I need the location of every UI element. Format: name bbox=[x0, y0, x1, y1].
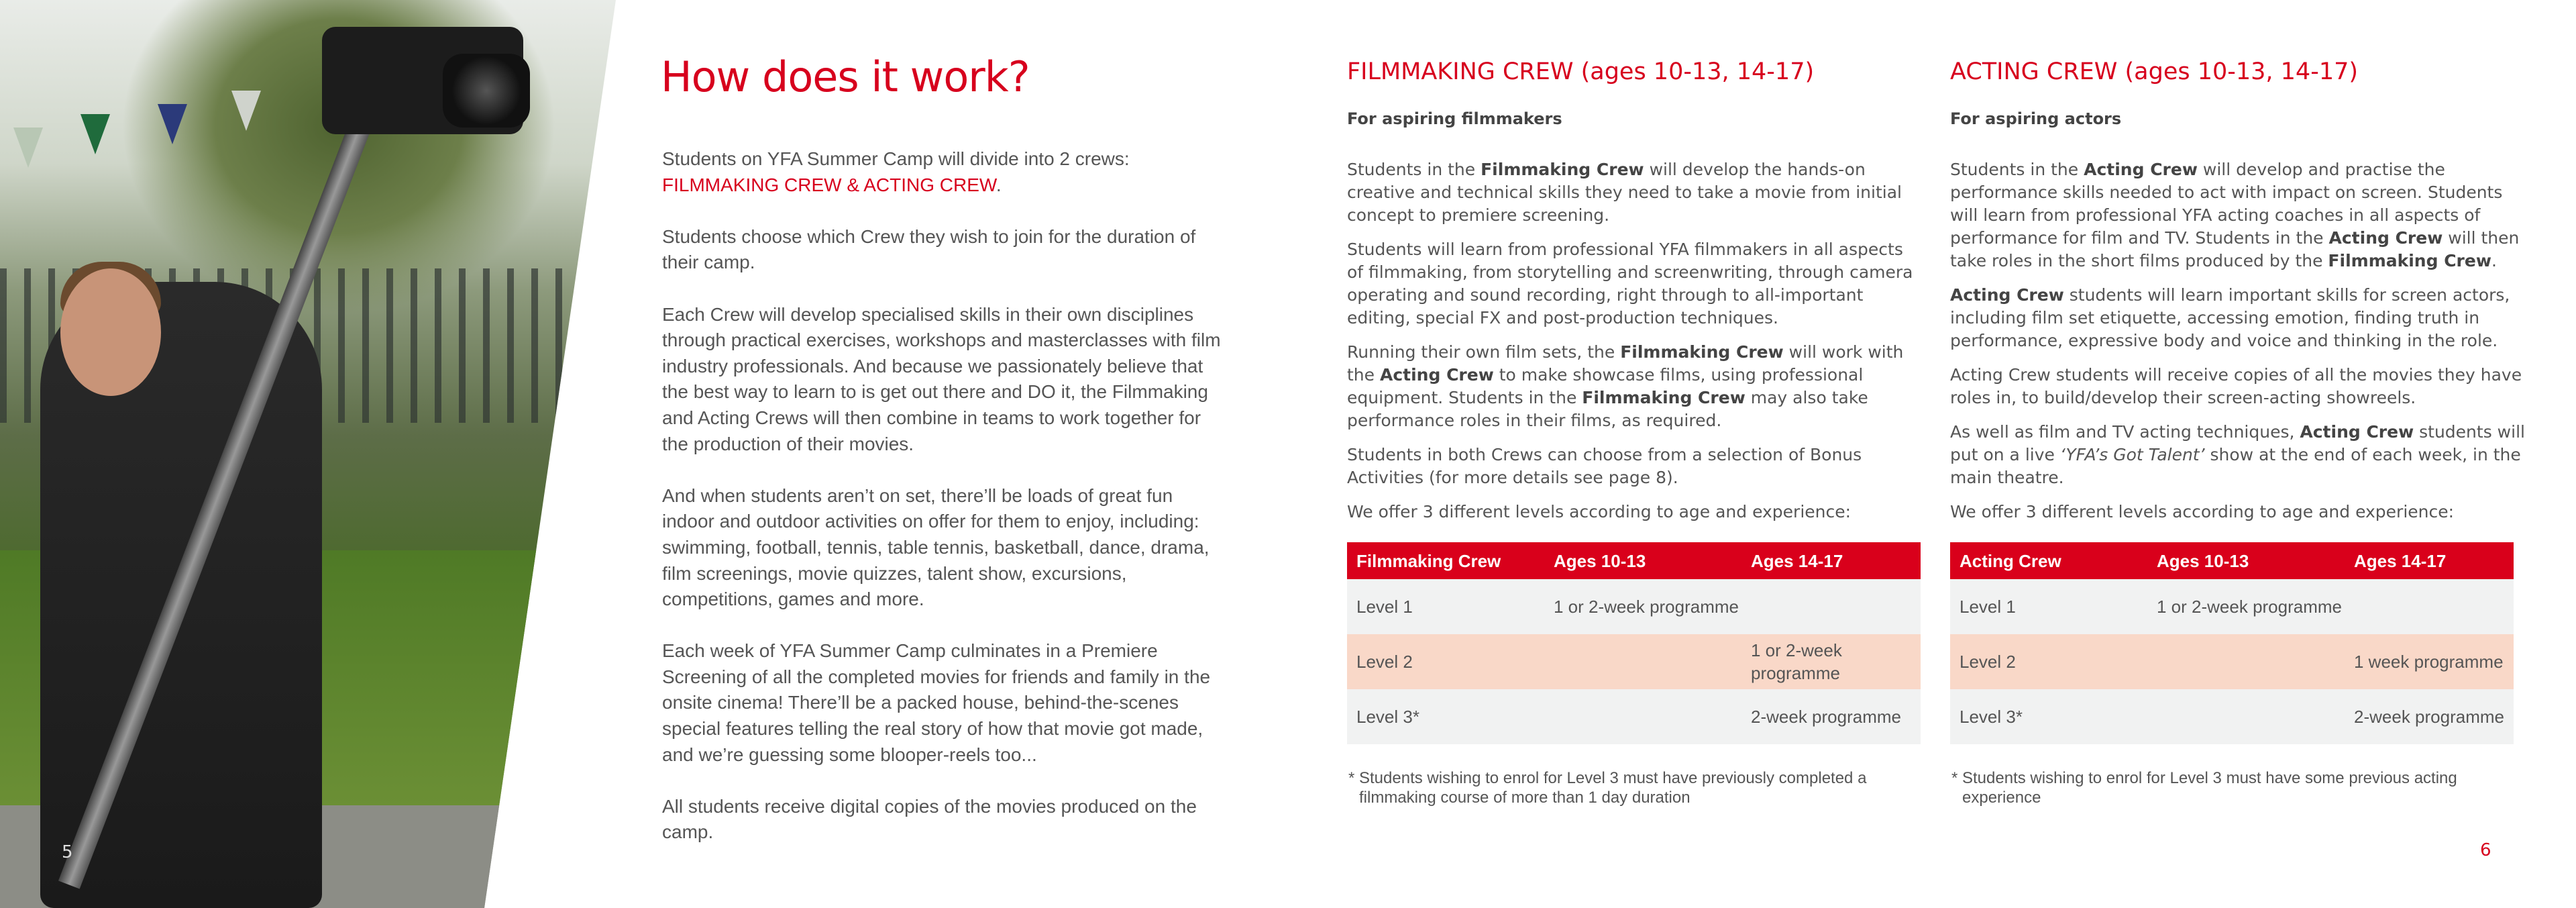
body-paragraph: Each Crew will develop specialised skills in their own disciplines through practical exercises, workshops and masterclasses with film industry professionals. And because we passionately believe that the best way to learn to is get out there and DO it, the Filmmaking and Acting Crews will then combine in teams to work together for the production of their movies. bbox=[662, 303, 1221, 454]
intro-end: . bbox=[996, 174, 1002, 195]
text-segment: Acting Crew bbox=[2328, 228, 2443, 248]
text-segment: Students will learn from professional YFA filmmakers in all aspects of filmmaking, from storytelling and screenwriting, through camera operating and sound recording, right through to all-important editing, special FX and post-production techniques. bbox=[1347, 240, 1913, 327]
table-cell: Level 3* bbox=[1347, 689, 1544, 744]
hero-photo-camera-operator bbox=[0, 0, 624, 908]
text-segment: will work with the bbox=[1347, 342, 1904, 385]
table-cell: Level 1 bbox=[1347, 579, 1544, 634]
text-segment: Acting Crew bbox=[2084, 160, 2198, 179]
bunting-flag bbox=[80, 114, 110, 154]
body-paragraph bbox=[1347, 238, 1924, 330]
table-cell bbox=[2345, 579, 2514, 634]
filmmaking-crew-section bbox=[1347, 55, 1924, 807]
column-header: Ages 10-13 bbox=[2147, 542, 2345, 579]
text-segment: Filmmaking Crew bbox=[2328, 251, 2491, 270]
table-cell: 1 or 2-week programme bbox=[1544, 579, 1741, 634]
levels-table bbox=[1347, 542, 1921, 744]
text-segment: show at the end of each week, in the main theatre. bbox=[1950, 445, 2521, 487]
table-row bbox=[1950, 579, 2514, 634]
text-segment: Running their own film sets, the bbox=[1347, 342, 1621, 362]
table-cell bbox=[1544, 634, 1741, 689]
text-segment: students will put on a live bbox=[1950, 422, 2525, 464]
text-segment: will develop and practise the performance skills needed to act with impact on screen. Students will learn from professional YFA acting coaches in all aspects of performance for film and TV. Students in the bbox=[1950, 160, 2503, 248]
text-segment: Students in the bbox=[1950, 160, 2084, 179]
body-paragraph: All students receive digital copies of the movies produced on the camp. bbox=[662, 795, 1197, 843]
text-segment: Filmmaking Crew bbox=[1582, 388, 1746, 407]
text-segment: Students in both Crews can choose from a selection of Bonus Activities (for more details see page 8). bbox=[1347, 445, 1862, 487]
page-title: How does it work? bbox=[661, 52, 1030, 101]
table-cell: 1 or 2-week programme bbox=[1741, 634, 1921, 689]
text-segment: to make showcase films, using professional equipment. Students in the bbox=[1347, 365, 1864, 407]
photo-head bbox=[60, 268, 161, 396]
text-segment: will develop the hands-on creative and technical skills they need to take a movie from initial concept to premiere screening. bbox=[1347, 160, 1902, 225]
intro-paragraph bbox=[662, 146, 1226, 198]
bunting-flag bbox=[13, 128, 43, 168]
text-segment: may also take performance roles in their films, as required. bbox=[1347, 388, 1868, 430]
text-segment: We offer 3 different levels according to age and experience: bbox=[1950, 502, 2455, 521]
bunting-flag bbox=[231, 91, 261, 131]
text-segment: ‘YFA’s Got Talent’ bbox=[2059, 445, 2205, 464]
table-header-row bbox=[1347, 542, 1921, 579]
table-cell bbox=[2147, 634, 2345, 689]
table-footnote: * Students wishing to enrol for Level 3 must have some previous acting experience bbox=[1951, 769, 2457, 807]
table-row bbox=[1950, 634, 2514, 689]
text-segment: will then take roles in the short films produced by the bbox=[1950, 228, 2520, 270]
column-header: Ages 10-13 bbox=[1544, 542, 1741, 579]
intro-text: Students on YFA Summer Camp will divide into 2 crews: bbox=[662, 148, 1130, 169]
page-number-left: 5 bbox=[62, 842, 73, 862]
section-heading: FILMMAKING CREW (ages 10-13, 14-17) bbox=[1347, 58, 1815, 85]
table-cell bbox=[1741, 579, 1921, 634]
levels-table bbox=[1950, 542, 2514, 744]
bunting-flag bbox=[158, 104, 187, 144]
body-paragraph bbox=[1347, 341, 1924, 432]
table-cell: 1 week programme bbox=[2345, 634, 2514, 689]
table-footnote: * Students wishing to enrol for Level 3 must have previously completed a filmmaking course of more than 1 day duration bbox=[1348, 769, 1867, 807]
text-segment: Acting Crew bbox=[1950, 285, 2064, 305]
text-segment: Acting Crew bbox=[1379, 365, 1494, 385]
section-subheading: For aspiring filmmakers bbox=[1347, 109, 1562, 128]
column-header: Filmmaking Crew bbox=[1347, 542, 1544, 579]
body-paragraph: Each week of YFA Summer Camp culminates in a Premiere Screening of all the completed movies for friends and family in the onsite cinema! There’ll be a packed house, behind-the-scenes special features telling the real story of how that movie got made, and we’re guessing some blooper-reels too... bbox=[662, 640, 1211, 765]
body-paragraph bbox=[1347, 444, 1924, 489]
section-heading: ACTING CREW (ages 10-13, 14-17) bbox=[1950, 58, 2359, 85]
body-paragraph bbox=[1950, 158, 2527, 272]
body-paragraph bbox=[1347, 501, 1924, 523]
body-paragraph: Students choose which Crew they wish to join for the duration of their camp. bbox=[662, 225, 1196, 273]
acting-crew-section bbox=[1950, 55, 2527, 807]
intro-highlight: FILMMAKING CREW & ACTING CREW bbox=[662, 174, 996, 195]
text-segment: Acting Crew students will receive copies of all the movies they have roles in, to build/develop their screen-acting showreels. bbox=[1950, 365, 2522, 407]
table-cell: Level 2 bbox=[1950, 634, 2147, 689]
table-cell: Level 1 bbox=[1950, 579, 2147, 634]
table-cell: Level 2 bbox=[1347, 634, 1544, 689]
column-header: Acting Crew bbox=[1950, 542, 2147, 579]
photo-camera-lens bbox=[443, 54, 530, 128]
table-cell bbox=[1544, 689, 1741, 744]
text-segment: Filmmaking Crew bbox=[1620, 342, 1784, 362]
column-header: Ages 14-17 bbox=[2345, 542, 2514, 579]
text-segment: . bbox=[2491, 251, 2497, 270]
table-row bbox=[1347, 689, 1921, 744]
table-cell: 2-week programme bbox=[1741, 689, 1921, 744]
body-paragraph bbox=[1950, 501, 2527, 523]
table-row bbox=[1347, 579, 1921, 634]
page-number-right: 6 bbox=[2480, 840, 2491, 860]
table-header-row bbox=[1950, 542, 2514, 579]
text-segment: students will learn important skills for screen actors, including film set etiquette, accessing emotion, finding truth in performance, expressive body and voice and thinking in the role. bbox=[1950, 285, 2510, 350]
table-cell: 1 or 2-week programme bbox=[2147, 579, 2345, 634]
text-segment: Students in the bbox=[1347, 160, 1481, 179]
text-segment: Acting Crew bbox=[2300, 422, 2414, 442]
body-paragraph bbox=[1950, 284, 2527, 352]
body-paragraph bbox=[1347, 158, 1924, 227]
table-row bbox=[1347, 634, 1921, 689]
table-cell: Level 3* bbox=[1950, 689, 2147, 744]
text-segment: As well as film and TV acting techniques, bbox=[1950, 422, 2300, 442]
column-header: Ages 14-17 bbox=[1741, 542, 1921, 579]
intro-column bbox=[662, 146, 1226, 872]
table-cell bbox=[2147, 689, 2345, 744]
table-row bbox=[1950, 689, 2514, 744]
section-subheading: For aspiring actors bbox=[1950, 109, 2122, 128]
body-paragraph bbox=[1950, 421, 2527, 489]
table-cell: 2-week programme bbox=[2345, 689, 2514, 744]
body-paragraph: And when students aren’t on set, there’ll be loads of great fun indoor and outdoor activities on offer for them to enjoy, including: swimming, football, tennis, table tennis, basketball, dance, drama, film screenings, movie quizzes, talent show, excursions, competitions, games and more. bbox=[662, 485, 1210, 610]
text-segment: Filmmaking Crew bbox=[1481, 160, 1644, 179]
body-paragraph bbox=[1950, 364, 2527, 409]
text-segment: We offer 3 different levels according to age and experience: bbox=[1347, 502, 1851, 521]
